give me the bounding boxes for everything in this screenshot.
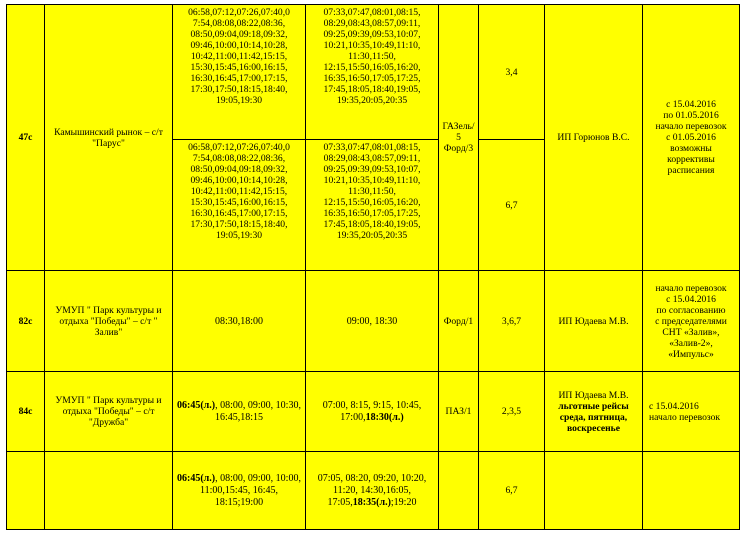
time-list: 07:00, 8:15, 9:15, 10:45, 17:00, xyxy=(322,399,422,423)
note-line: «Импульс» xyxy=(668,348,714,360)
time-line: 06:58,07:12,07:26,07:40,0 xyxy=(188,7,290,18)
departure-to-times xyxy=(306,5,439,140)
note xyxy=(643,271,740,372)
time-line: 12:15,15:50,16:05,16:20, xyxy=(323,197,421,208)
note-line: с председателями xyxy=(655,315,727,327)
table-row xyxy=(7,271,740,372)
note-line: расписания xyxy=(667,165,715,176)
note-line: возможны xyxy=(670,143,712,154)
time-line: 08:50,09:04,09:18,09:32, xyxy=(190,29,288,40)
time-line: 19:35,20:05,20:35 xyxy=(336,95,408,106)
note-line: с 15.04.2016 xyxy=(666,293,716,305)
time-line: 09:46,10:00,10:14,10:28, xyxy=(190,175,288,186)
service-days: 6,7 xyxy=(479,140,545,271)
preferential-trip-time: 18:30(л.) xyxy=(365,411,404,423)
note-line: начало перевозок xyxy=(655,121,727,132)
service-days: 3,4 xyxy=(479,5,545,140)
bus-type xyxy=(439,452,479,530)
bus-line: Форд/3 xyxy=(443,143,474,154)
note-line: с 01.05.2016 xyxy=(666,132,716,143)
time-line: 16:30,16:45,17:00,17:15, xyxy=(190,73,288,84)
note-line: коррективы xyxy=(667,154,715,165)
time-list: ;19:20 xyxy=(390,496,417,508)
time-line: 06:58,07:12,07:26,07:40,0 xyxy=(188,142,290,153)
time-line: 07:33,07:47,08:01,08:15, xyxy=(323,7,421,18)
time-line: 19:35,20:05,20:35 xyxy=(336,230,408,241)
preferential-trip-time: 06:45(л.) xyxy=(177,399,216,411)
time-list: , 08:00, 09:00, 10:30, 16:45,18:15 xyxy=(214,399,301,423)
time-line: 08:29,08:43,08:57,09:11, xyxy=(323,153,421,164)
time-line: 16:30,16:45,17:00,17:15, xyxy=(190,208,288,219)
time-line: 15:30,15:45,16:00,16:15, xyxy=(190,62,288,73)
route-name: УМУП " Парк культуры и отдыха "Победы" – с/т "Дружба" xyxy=(45,372,173,452)
time-line: 09:46,10:00,10:14,10:28, xyxy=(190,40,288,51)
time-line: 19:05,19:30 xyxy=(215,95,263,106)
note xyxy=(643,5,740,271)
note-line: по 01.05.2016 xyxy=(663,110,719,121)
time-line: 10:42,11:00,11:42,15:15, xyxy=(190,51,288,62)
preferential-trip-time: 06:45(л.) xyxy=(177,472,216,484)
note-line: начало перевозок xyxy=(655,282,727,294)
departure-to-times xyxy=(306,140,439,271)
operator: ИП Юдаева М.В. xyxy=(545,271,643,372)
table-row xyxy=(7,372,740,452)
time-line: 09:25,09:39,09:53,10:07, xyxy=(323,164,421,175)
operator-name: ИП Юдаева М.В. xyxy=(558,389,629,401)
time-line: 17:45,18:05,18:40,19:05, xyxy=(323,84,421,95)
time-list: , 08:00, 09:00, 10:00, 11:00,15:45, 16:45, 18:15;19:00 xyxy=(200,472,301,508)
time-line: 17:45,18:05,18:40,19:05, xyxy=(323,219,421,230)
time-line: 09:25,09:39,09:53,10:07, xyxy=(323,29,421,40)
time-line: 16:35,16:50,17:05,17:25, xyxy=(323,208,421,219)
route-number xyxy=(7,452,45,530)
schedule-table xyxy=(6,4,740,530)
route-number: 47с xyxy=(7,5,45,271)
bus-type xyxy=(439,5,479,271)
route-number: 84с xyxy=(7,372,45,452)
table-row xyxy=(7,452,740,530)
time-list: 07:05, 08:20, 09:20, 10:20, 11:20, 14:30,16:05, 17:05, xyxy=(317,472,427,508)
departure-from-times xyxy=(173,372,306,452)
time-line: 08:50,09:04,09:18,09:32, xyxy=(190,164,288,175)
note-line: «Залив-2», xyxy=(669,337,713,349)
table-row xyxy=(7,5,740,140)
route-name xyxy=(45,452,173,530)
bus-line: ГАЗель/ xyxy=(442,121,475,132)
time-line: 19:05,19:30 xyxy=(215,230,263,241)
time-line: 11:30,11:50, xyxy=(348,51,396,62)
departure-from-times xyxy=(173,452,306,530)
route-name: УМУП " Парк культуры и отдыха "Победы" – с/т " Залив" xyxy=(45,271,173,372)
time-line: 08:29,08:43,08:57,09:11, xyxy=(323,18,421,29)
time-line: 15:30,15:45,16:00,16:15, xyxy=(190,197,288,208)
note-line: начало перевозок xyxy=(649,411,721,423)
time-line: 7:54,08:08,08:22,08:36, xyxy=(192,153,286,164)
service-days: 2,3,5 xyxy=(479,372,545,452)
departure-to-times: 09:00, 18:30 xyxy=(306,271,439,372)
time-line: 11:30,11:50, xyxy=(348,186,396,197)
time-line: 17:30,17:50,18:15,18:40, xyxy=(190,84,288,95)
time-line: 7:54,08:08,08:22,08:36, xyxy=(192,18,286,29)
preferential-trip-time: 18:35(л.) xyxy=(352,496,391,508)
note-line: по согласованию xyxy=(656,304,726,316)
departure-from-times: 08:30,18:00 xyxy=(173,271,306,372)
departure-to-times xyxy=(306,372,439,452)
departure-to-times xyxy=(306,452,439,530)
departure-from-times xyxy=(173,5,306,140)
route-number: 82с xyxy=(7,271,45,372)
note xyxy=(643,452,740,530)
note-line: с 15.04.2016 xyxy=(666,99,716,110)
route-name: Камышинский рынок – с/т "Парус" xyxy=(45,5,173,271)
note-line: СНТ «Залив», xyxy=(662,326,720,338)
operator-note: льготные рейсы среда, пятница, воскресенье xyxy=(558,400,629,434)
time-line: 12:15,15:50,16:05,16:20, xyxy=(323,62,421,73)
time-line: 10:21,10:35,10:49,11:10, xyxy=(323,175,421,186)
departure-from-times xyxy=(173,140,306,271)
bus-type: ПАЗ/1 xyxy=(439,372,479,452)
bus-line: 5 xyxy=(456,132,461,143)
time-line: 10:21,10:35,10:49,11:10, xyxy=(323,40,421,51)
time-line: 16:35,16:50,17:05,17:25, xyxy=(323,73,421,84)
time-line: 10:42,11:00,11:42,15:15, xyxy=(190,186,288,197)
operator xyxy=(545,372,643,452)
time-line: 17:30,17:50,18:15,18:40, xyxy=(190,219,288,230)
note xyxy=(643,372,740,452)
time-line: 07:33,07:47,08:01,08:15, xyxy=(323,142,421,153)
service-days: 6,7 xyxy=(479,452,545,530)
service-days: 3,6,7 xyxy=(479,271,545,372)
bus-type: Форд/1 xyxy=(439,271,479,372)
note-line: с 15.04.2016 xyxy=(649,400,699,412)
operator: ИП Горюнов В.С. xyxy=(545,5,643,271)
operator xyxy=(545,452,643,530)
